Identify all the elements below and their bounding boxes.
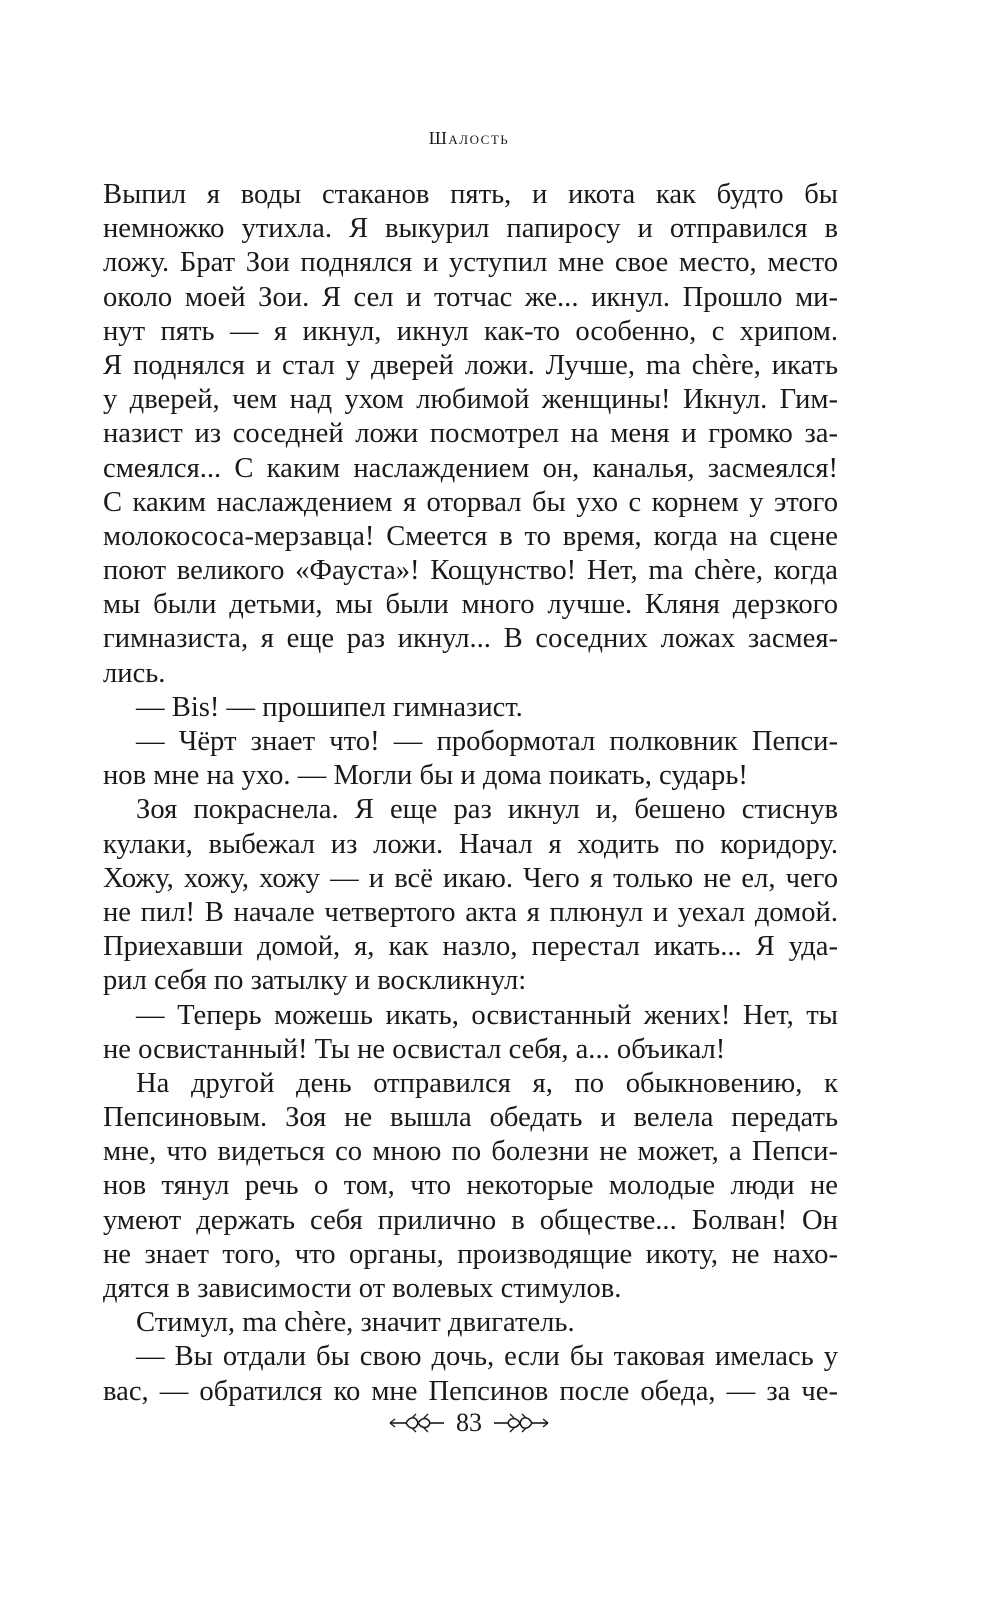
text-line: умеют держать себя прилично в обществе... Болван! Он: [103, 1204, 838, 1236]
text-line: Я поднялся и стал у дверей ложи. Лучше, ma chère, икать: [103, 349, 838, 381]
text-line: мы были детьми, мы были много лучше. Кляня дерзкого: [103, 589, 838, 621]
text-line: ложу. Брат Зои поднялся и уступил мне свое место, место: [103, 247, 838, 279]
text-line: гимназиста, я еще раз икнул... В соседних ложах засмея-: [103, 623, 838, 655]
page-number: 83: [456, 1408, 482, 1437]
body-text: [103, 178, 838, 1409]
text-line: назист из соседней ложи посмотрел на меня и громко за-: [103, 418, 838, 450]
text-line: у дверей, чем над ухом любимой женщины! Икнул. Гим-: [103, 384, 838, 416]
text-line: не освистанный! Ты не освистал себя, а... объикал!: [103, 1033, 726, 1065]
text-line: На другой день отправился я, по обыкновению, к: [136, 1067, 838, 1099]
text-line: Выпил я воды стаканов пять, и икота как будто бы: [103, 179, 838, 210]
text-line: кулаки, выбежал из ложи. Начал я ходить по коридору.: [103, 828, 838, 860]
text-line: нут пять — я икнул, икнул как-то особенно, с хрипом.: [103, 315, 838, 347]
text-line: дятся в зависимости от волевых стимулов.: [103, 1273, 622, 1304]
text-line: поют великого «Фауста»! Кощунство! Нет, ma chère, когда: [103, 555, 838, 587]
text-line: нов тянул речь о том, что некоторые молодые люди не: [103, 1170, 838, 1202]
text-line: — Bis! — прошипел гимназист.: [136, 691, 523, 723]
text-line: — Теперь можешь икать, освистанный жених! Нет, ты: [136, 999, 838, 1031]
text-line: мне, что видеться со мною по болезни не может, а Пепси-: [103, 1136, 838, 1168]
text-line: — Вы отдали бы свою дочь, если бы таковая имелась у: [136, 1341, 838, 1373]
text-line: лись.: [103, 657, 166, 689]
running-head: Шалость: [428, 128, 510, 148]
text-line: Стимул, ma chère, значит двигатель.: [136, 1307, 575, 1339]
text-line: Пепсиновым. Зоя не вышла обедать и велела передать: [103, 1102, 838, 1134]
fleuron-left-icon: [388, 1412, 446, 1434]
text-line: Зоя покраснела. Я еще раз икнул и, бешено стиснув: [136, 794, 838, 826]
text-line: не пил! В начале четвертого акта я плюнул и уехал домой.: [103, 896, 838, 928]
text-line: рил себя по затылку и воскликнул:: [103, 965, 527, 997]
text-line: не знает того, что органы, производящие икоту, не нахо-: [103, 1238, 838, 1270]
text-line: немножко утихла. Я выкурил папиросу и отправился в: [103, 213, 838, 245]
fleuron-right-icon: [492, 1412, 550, 1434]
text-line: молокососа-мерзавца! Смеется в то время, когда на сцене: [103, 520, 838, 552]
text-line: около моей Зои. Я сел и тотчас же... икнул. Прошло ми-: [103, 281, 838, 313]
text-line: нов мне на ухо. — Могли бы и дома поикать, сударь!: [103, 760, 748, 792]
text-line: — Чёрт знает что! — пробормотал полковник Пепси-: [136, 726, 838, 757]
text-line: смеялся... С каким наслаждением он, каналья, засмеялся!: [103, 452, 838, 484]
page-folio: [0, 1408, 938, 1438]
text-line: Приехавши домой, я, как назло, перестал икать... Я уда-: [103, 931, 838, 963]
text-line: С каким наслаждением я оторвал бы ухо с корнем у этого: [103, 486, 838, 518]
text-line: Хожу, хожу, хожу — и всё икаю. Чего я только не ел, чего: [103, 862, 838, 894]
text-line: вас, — обратился ко мне Пепсинов после обеда, — за че-: [103, 1375, 838, 1407]
